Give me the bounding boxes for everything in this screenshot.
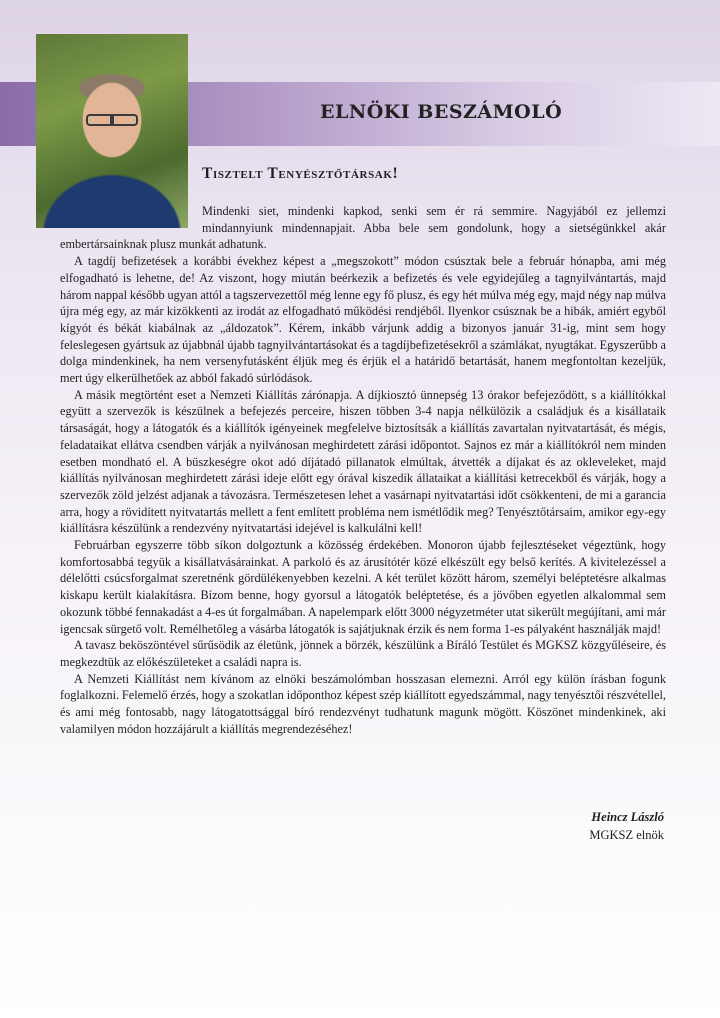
signature-block: [589, 808, 664, 844]
paragraph-4: Februárban egyszerre több síkon dolgoztunk a közösség érdekében. Monoron újabb fejlesztéseket végeztünk, hogy komfortosabbá tegyük a kisállatvásárainkat. A parkoló és az árusítótér közé elkészült egy belső kerítés. A kivitelezéssel a délelőtti csúcsforgalmat szeretnénk gördülékenyebben kezelni. A két terület között három, személyi beléptetésre alkalmas kiskapu került kialakításra. Bízom benne, hogy gyorsul a látogatók beléptetése, és a jövőben egyetlen alkalommal sem okozunk többé fennakadást a 4-es út forgalmában. A napelempark előtt 3000 négyzetméter utat sikerült megújítani, ami már igencsak sürgető volt. Remélhetőleg a vásárba látogatók is sajátjuknak érzik és nem forma 1-es pályaként használják majd!: [60, 538, 666, 636]
signature-name: Heincz László: [591, 810, 664, 824]
author-photo: [36, 34, 188, 228]
article-body: [60, 203, 666, 738]
signature-role: MGKSZ elnök: [589, 828, 664, 842]
photo-wrap-space: [60, 203, 202, 236]
paragraph-5: A tavasz beköszöntével sűrűsödik az életünk, jönnek a börzék, készülünk a Bíráló Testület és MGKSZ közgyűléseire, és megkezdtük az előkészületeket a családi napra is.: [60, 638, 666, 669]
greeting: Tisztelt Tenyésztőtársak!: [202, 165, 399, 182]
paragraph-1: Mindenki siet, mindenki kapkod, senki sem ér rá semmire. Nagyjából ez jellemzi mindannyiunk mindennapjait. Abba bele sem gondolunk, hogy a sietségünkkel akár embertársainknak plusz munkát adhatunk.: [60, 204, 666, 252]
paragraph-2: A tagdíj befizetések a korábbi évekhez képest a „megszokott” módon csúsztak bele a február hónapba, ami még elfogadható is lehetne, de! Az viszont, hogy miután beérkezik a befizetés és vele egyidejűleg a tagnyilvántartás, majd három nappal később ugyan attól a tagszervezettől még lenne egy fő plusz, és egy hét múlva még egy, majd négy nap múlva újra még egy, az már kizökkenti az irodát az elfogadható működési rendjéből. Ilyenkor csúsznak be a hibák, amiért egyből kígyót és békát kiabálnak az „áldozatok”. Kérem, inkább várjunk addig a bizonyos január 31-ig, mint sem hogy feleslegesen gyártsuk az újabbnál újabb tagnyilvántartásokat és a tagdíjbefizetésekről a számlákat, nyugtákat. Egyszerűbb a dolga mindenkinek, ha nem versenyfutásként éljük meg és érjük el a határidő betartását, hanem megfontoltan kezeljük, mert úgy elkerülhetőek az abból fakadó súrlódások.: [60, 254, 666, 386]
paragraph-6: A Nemzeti Kiállítást nem kívánom az elnöki beszámolómban hosszasan elemezni. Arról egy külön írásban fogunk foglalkozni. Felemelő érzés, hogy a szokatlan időponthoz képest szép kiállított egyedszámmal, nagy tenyésztői részvétellel, és ami még fontosabb, nagy látogatottsággal bíró rendezvényt tudhatunk magunk mögött. Köszönet mindenkinek, aki valamilyen módon hozzájárult a kiállítás megrendezéséhez!: [60, 671, 666, 736]
glasses-shape: [86, 114, 138, 126]
paragraph-3: A másik megtörtént eset a Nemzeti Kiállítás zárónapja. A díjkiosztó ünnepség 13 órakor befejeződött, s a kiállítókkal együtt a szervezők is készülnek a befejezés perceire, hiszen többen 3-4 napja nélkülözik a családjuk és a kisállataik társaságát, hogy a látogatók és a kiállítók igényeinek megfelelve biztosítsák a kiállítás zavartalan nyitvatartását, és mégis, feladataikat ellátva csendben várják a nyilvánosan meghirdetett zárási időpontot. Sajnos ez már a kiállítókról nem minden esetben mondható el. A büszkeségre okot adó díjátadó pillanatok elmúltak, átvették a díjakat és az okleveleket, majd kiállítás nyilvánosan meghirdetett zárási ideje előtt egy órával kiszedik állataikat a kiállítási ketrecekből és várják, hogy a szervezők zöld jelzést adjanak a távozásra. Természetesen lehet a vasárnapi nyitvatartási időt csökkenteni, de mi a garancia arra, hogy a rövidített nyitvatartás mellett a fent említett probléma nem ismétlődik meg? Tenyésztőtársaim, amikor egy-egy kiállításra készülünk a rendezvény nyitvatartási idejével is kalkulálni kell!: [60, 387, 666, 536]
page-title: ELNÖKI BESZÁMOLÓ: [320, 101, 563, 123]
